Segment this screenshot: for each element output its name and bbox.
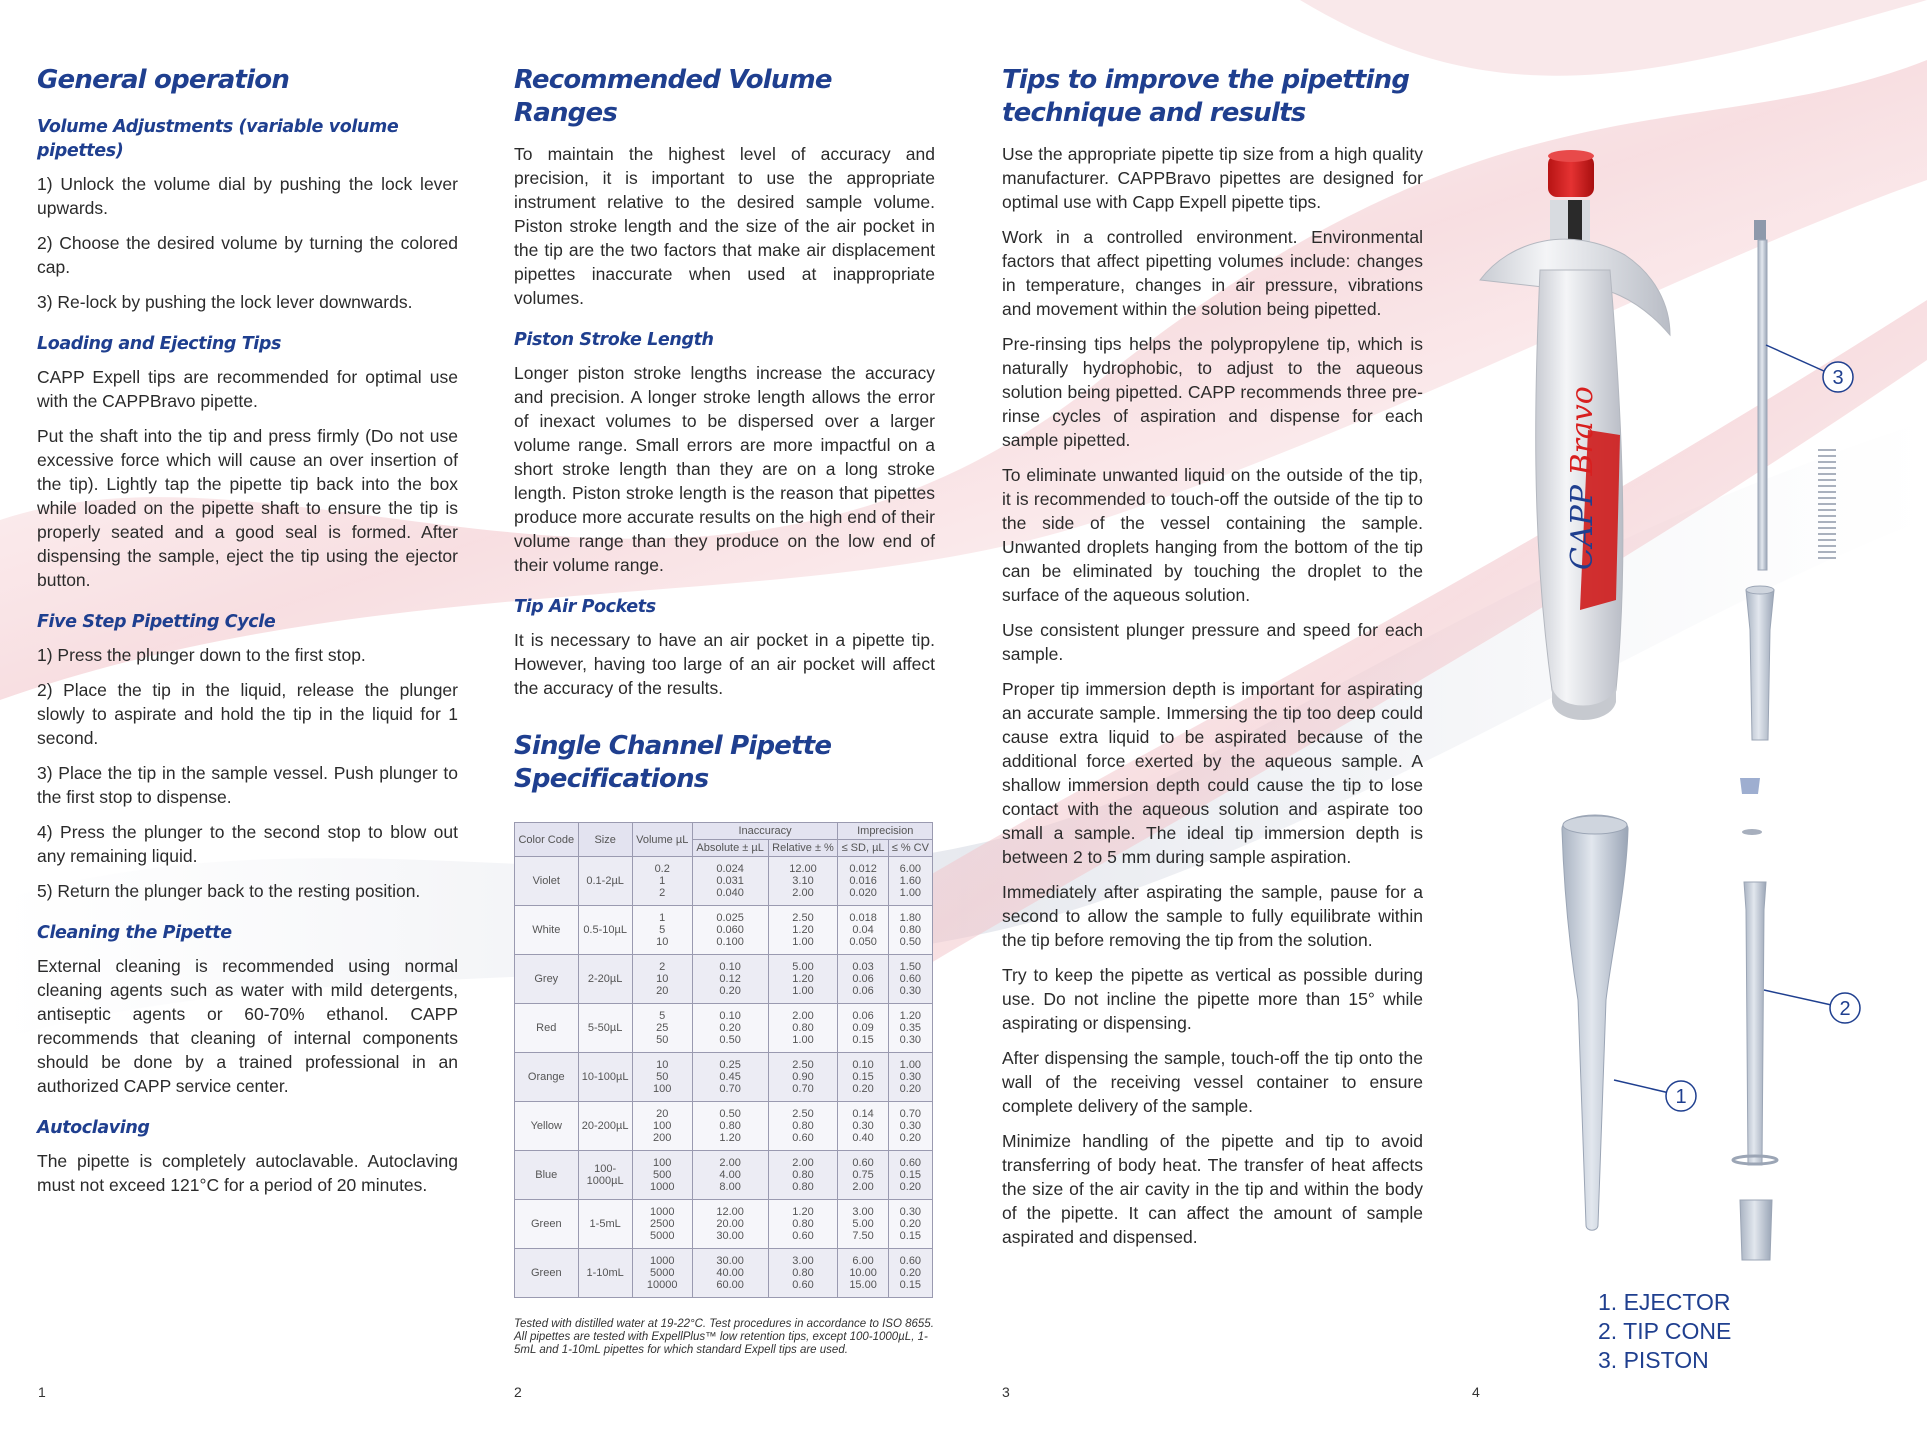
tip-para-7: Immediately after aspirating the sample, pause for a second to allow the sample to fully equilibrate within the tip before removing the tip from the solution.: [1002, 882, 1423, 950]
callout-1: [1614, 1080, 1696, 1111]
page-number-2: 2: [514, 1384, 522, 1400]
cycle-step-3: 3) Place the tip in the sample vessel. Push plunger to the first stop to dispense.: [37, 763, 458, 807]
cell-cv: 0.60 0.20 0.15: [888, 1249, 932, 1298]
tip-para-3: Pre-rinsing tips helps the polypropylene tip, which is naturally hydrophobic, to adjust to the aqueous solution being pipetted. CAPP recommends three pre-rinse cycles of aspiration and dispense for each sample pipetted.: [1002, 334, 1423, 450]
cell-volume: 1000 5000 10000: [632, 1249, 692, 1298]
cycle-step-2: 2) Place the tip in the liquid, release the plunger slowly to aspirate and hold the tip in the liquid for 1 second.: [37, 680, 458, 748]
cell-sd: 0.012 0.016 0.020: [838, 857, 888, 906]
piston-stroke-heading: Piston Stroke Length: [514, 330, 714, 350]
table-row: [515, 1053, 933, 1102]
cell-color: Yellow: [515, 1102, 579, 1151]
cycle-step-1: 1) Press the plunger down to the first stop.: [37, 645, 366, 665]
tip-para-9: After dispensing the sample, touch-off the tip onto the wall of the receiving vessel container to ensure complete delivery of the sample.: [1002, 1048, 1423, 1116]
cell-cv: 1.80 0.80 0.50: [888, 906, 932, 955]
cleaning-para: External cleaning is recommended using normal cleaning agents such as water with mild detergents, antiseptic agents or 60-70% ethanol. CAPP recommends that cleaning of internal components should be done by a trained professional in an authorized CAPP service center.: [37, 956, 458, 1096]
column-general-operation: [37, 64, 458, 1208]
pipette-cap: [1548, 150, 1594, 197]
cell-absolute: 2.00 4.00 8.00: [692, 1151, 768, 1200]
spec-footnote: Tested with distilled water at 19-22°C. Test procedures in accordance to ISO 8655. All pipettes are tested with ExpellPlus™ low retention tips, except 100-1000µL, 1-5mL and 1-10mL pipettes for which standard Expell tips are used.: [514, 1318, 934, 1356]
cell-size: 1-10mL: [578, 1249, 632, 1298]
cell-size: 2-20µL: [578, 955, 632, 1004]
cell-cv: 0.60 0.15 0.20: [888, 1151, 932, 1200]
cell-absolute: 0.024 0.031 0.040: [692, 857, 768, 906]
legend-ejector: 1. EJECTOR: [1598, 1289, 1731, 1315]
cell-relative: 12.00 3.10 2.00: [768, 857, 838, 906]
table-row: [515, 1151, 933, 1200]
cell-sd: 0.018 0.04 0.050: [838, 906, 888, 955]
cell-volume: 20 100 200: [632, 1102, 692, 1151]
cell-sd: 0.03 0.06 0.06: [838, 955, 888, 1004]
loading-para-2: Put the shaft into the tip and press firmly (Do not use excessive force which will cause an over insertion of the tip). Lightly tap the pipette tip back into the box while loaded on the pipette shaft to ensure the tip is properly seated and a good seal is formed. After dispensing the sample, eject the tip using the ejector button.: [37, 426, 458, 590]
cell-color: Orange: [515, 1053, 579, 1102]
cell-color: Red: [515, 1004, 579, 1053]
header-absolute: Absolute ± µL: [692, 840, 768, 857]
cell-absolute: 0.10 0.12 0.20: [692, 955, 768, 1004]
cell-color: Blue: [515, 1151, 579, 1200]
pipette-exploded-illustration: [1440, 130, 1920, 1280]
header-inaccuracy: Inaccuracy: [692, 823, 838, 840]
cell-size: 10-100µL: [578, 1053, 632, 1102]
svg-text:2: 2: [1839, 998, 1851, 1020]
cell-volume: 1 5 10: [632, 906, 692, 955]
spring-part: [1818, 450, 1836, 558]
table-row: [515, 857, 933, 906]
header-cv: ≤ % CV: [888, 840, 932, 857]
callout-2: [1764, 990, 1860, 1023]
cell-relative: 2.00 0.80 0.80: [768, 1151, 838, 1200]
svg-text:3: 3: [1832, 367, 1844, 389]
volume-step-3: 3) Re-lock by pushing the lock lever downwards.: [37, 292, 413, 312]
header-sd: ≤ SD, µL: [838, 840, 888, 857]
cell-cv: 0.30 0.20 0.15: [888, 1200, 932, 1249]
cell-sd: 0.06 0.09 0.15: [838, 1004, 888, 1053]
header-relative: Relative ± %: [768, 840, 838, 857]
tip-para-2: Work in a controlled environment. Environmental factors that affect pipetting volumes include: changes in temperature, changes in air pressure, vibrations and movement within the solution being pipetted.: [1002, 227, 1423, 319]
tip-para-1: Use the appropriate pipette tip size from a high quality manufacturer. CAPPBravo pipettes are designed for optimal use with Capp Expell pipette tips.: [1002, 144, 1423, 212]
autoclaving-para: The pipette is completely autoclavable. Autoclaving must not exceed 121°C for a period of 20 minutes.: [37, 1151, 458, 1195]
volume-step-2: 2) Choose the desired volume by turning the colored cap.: [37, 233, 458, 277]
cell-absolute: 0.25 0.45 0.70: [692, 1053, 768, 1102]
cell-relative: 2.50 0.90 0.70: [768, 1053, 838, 1102]
cell-relative: 3.00 0.80 0.60: [768, 1249, 838, 1298]
cell-absolute: 0.10 0.20 0.50: [692, 1004, 768, 1053]
cell-relative: 2.50 1.20 1.00: [768, 906, 838, 955]
cell-sd: 3.00 5.00 7.50: [838, 1200, 888, 1249]
volume-step-1: 1) Unlock the volume dial by pushing the lock lever upwards.: [37, 174, 458, 218]
cell-cv: 0.70 0.30 0.20: [888, 1102, 932, 1151]
cell-relative: 2.50 0.80 0.60: [768, 1102, 838, 1151]
volume-adjustments-heading: Volume Adjustments (variable volume pipettes): [37, 117, 399, 161]
cell-volume: 10 50 100: [632, 1053, 692, 1102]
cell-size: 0.5-10µL: [578, 906, 632, 955]
cell-cv: 1.50 0.60 0.30: [888, 955, 932, 1004]
tip-para-4: To eliminate unwanted liquid on the outside of the tip, it is recommended to touch-off the outside of the tip to the side of the vessel containing the sample. Unwanted droplets hanging from the bottom of the tip can be eliminated by touching the droplet to the surface of the aqueous solution.: [1002, 465, 1423, 605]
header-imprecision: Imprecision: [838, 823, 933, 840]
tip-air-pockets-heading: Tip Air Pockets: [514, 597, 656, 617]
cell-size: 20-200µL: [578, 1102, 632, 1151]
cell-volume: 2 10 20: [632, 955, 692, 1004]
cleaning-heading: Cleaning the Pipette: [37, 923, 232, 943]
ejector-part: [1562, 815, 1628, 1230]
cell-absolute: 0.025 0.060 0.100: [692, 906, 768, 955]
tip-para-6: Proper tip immersion depth is important for aspirating an accurate sample. Immersing the tip too deep could cause extra liquid to be aspirated because of the additional force exerted by the aqueous sample. A shallow immersion depth could cause the tip to lose contact with the aqueous solution and aspirate too small a sample. The ideal tip immersion depth is between 2 to 5 mm during sample aspiration.: [1002, 679, 1423, 867]
cell-absolute: 0.50 0.80 1.20: [692, 1102, 768, 1151]
cell-sd: 0.60 0.75 2.00: [838, 1151, 888, 1200]
svg-text:1: 1: [1675, 1086, 1687, 1108]
spec-table: [514, 822, 933, 1298]
callout-3: [1766, 345, 1853, 392]
table-row: [515, 1249, 933, 1298]
cell-absolute: 12.00 20.00 30.00: [692, 1200, 768, 1249]
cell-cv: 1.00 0.30 0.20: [888, 1053, 932, 1102]
cell-relative: 5.00 1.20 1.00: [768, 955, 838, 1004]
volume-ranges-title: Recommended Volume Ranges: [514, 65, 832, 128]
tip-para-5: Use consistent plunger pressure and speed for each sample.: [1002, 620, 1423, 664]
page-number-3: 3: [1002, 1384, 1010, 1400]
cell-color: White: [515, 906, 579, 955]
cell-cv: 1.20 0.35 0.30: [888, 1004, 932, 1053]
table-row: [515, 1004, 933, 1053]
cell-size: 100- 1000µL: [578, 1151, 632, 1200]
volume-ranges-intro: To maintain the highest level of accuracy and precision, it is important to use the appropriate instrument relative to the desired sample volume. Piston stroke length and the size of the air pocket in the tip are the two factors that make air displacement pipettes inaccurate when used at inappropriate volumes.: [514, 144, 935, 308]
cell-size: 5-50µL: [578, 1004, 632, 1053]
header-size: Size: [578, 823, 632, 857]
table-row: [515, 955, 933, 1004]
five-step-heading: Five Step Pipetting Cycle: [37, 612, 276, 632]
piston-stroke-para: Longer piston stroke lengths increase the accuracy and precision. A longer stroke length allows the error of inexact volumes to be dispersed over a larger volume range. Small errors are more impactful on a short stroke length than they are on a long stroke length. Piston stroke length is the reason that pipettes produce more accurate results on the high end of their volume range than they produce on the low end of their volume range.: [514, 363, 935, 575]
table-row: [515, 1200, 933, 1249]
tips-title: Tips to improve the pipetting technique and results: [1002, 65, 1410, 128]
cell-sd: 6.00 10.00 15.00: [838, 1249, 888, 1298]
cell-volume: 0.2 1 2: [632, 857, 692, 906]
cell-relative: 2.00 0.80 1.00: [768, 1004, 838, 1053]
cell-size: 0.1-2µL: [578, 857, 632, 906]
spec-table-title: Single Channel Pipette Specifications: [514, 731, 832, 794]
table-row: [515, 1102, 933, 1151]
cell-relative: 1.20 0.80 0.60: [768, 1200, 838, 1249]
autoclaving-heading: Autoclaving: [37, 1118, 150, 1138]
cell-cv: 6.00 1.60 1.00: [888, 857, 932, 906]
pipette-brand-label: CAPP Bravo: [1565, 386, 1600, 570]
page-number-4: 4: [1472, 1384, 1480, 1400]
cell-size: 1-5mL: [578, 1200, 632, 1249]
tip-air-pockets-para: It is necessary to have an air pocket in a pipette tip. However, having too large of an air pocket will affect the accuracy of the results.: [514, 630, 935, 698]
header-volume: Volume µL: [632, 823, 692, 857]
cell-volume: 1000 2500 5000: [632, 1200, 692, 1249]
tip-para-8: Try to keep the pipette as vertical as possible during use. Do not incline the pipette more than 15° while aspirating or dispensing.: [1002, 965, 1423, 1033]
cell-sd: 0.14 0.30 0.40: [838, 1102, 888, 1151]
tip-cone-part: [1733, 586, 1777, 1260]
legend-tip-cone: 2. TIP CONE: [1598, 1318, 1732, 1344]
cell-color: Green: [515, 1200, 579, 1249]
column-pipetting-tips: [1002, 64, 1423, 1260]
column-volume-ranges: [514, 64, 935, 1357]
tip-para-10: Minimize handling of the pipette and tip to avoid transferring of body heat. The transfer of heat affects the size of the air cavity in the tip and within the body of the pipette. It can affect the amount of sample aspirated and dispensed.: [1002, 1131, 1423, 1247]
cycle-step-4: 4) Press the plunger to the second stop to blow out any remaining liquid.: [37, 822, 458, 866]
page-number-1: 1: [38, 1384, 46, 1400]
header-color-code: Color Code: [515, 823, 579, 857]
loading-para-1: CAPP Expell tips are recommended for optimal use with the CAPPBravo pipette.: [37, 367, 458, 411]
piston-part: [1754, 220, 1767, 570]
cell-sd: 0.10 0.15 0.20: [838, 1053, 888, 1102]
cell-volume: 5 25 50: [632, 1004, 692, 1053]
general-operation-title: General operation: [37, 65, 290, 95]
cycle-step-5: 5) Return the plunger back to the resting position.: [37, 881, 421, 901]
cell-absolute: 30.00 40.00 60.00: [692, 1249, 768, 1298]
cell-volume: 100 500 1000: [632, 1151, 692, 1200]
cell-color: Green: [515, 1249, 579, 1298]
legend-piston: 3. PISTON: [1598, 1347, 1709, 1373]
cell-color: Grey: [515, 955, 579, 1004]
loading-ejecting-heading: Loading and Ejecting Tips: [37, 334, 281, 354]
parts-legend: [1598, 1288, 1731, 1375]
table-row: [515, 906, 933, 955]
cell-color: Violet: [515, 857, 579, 906]
